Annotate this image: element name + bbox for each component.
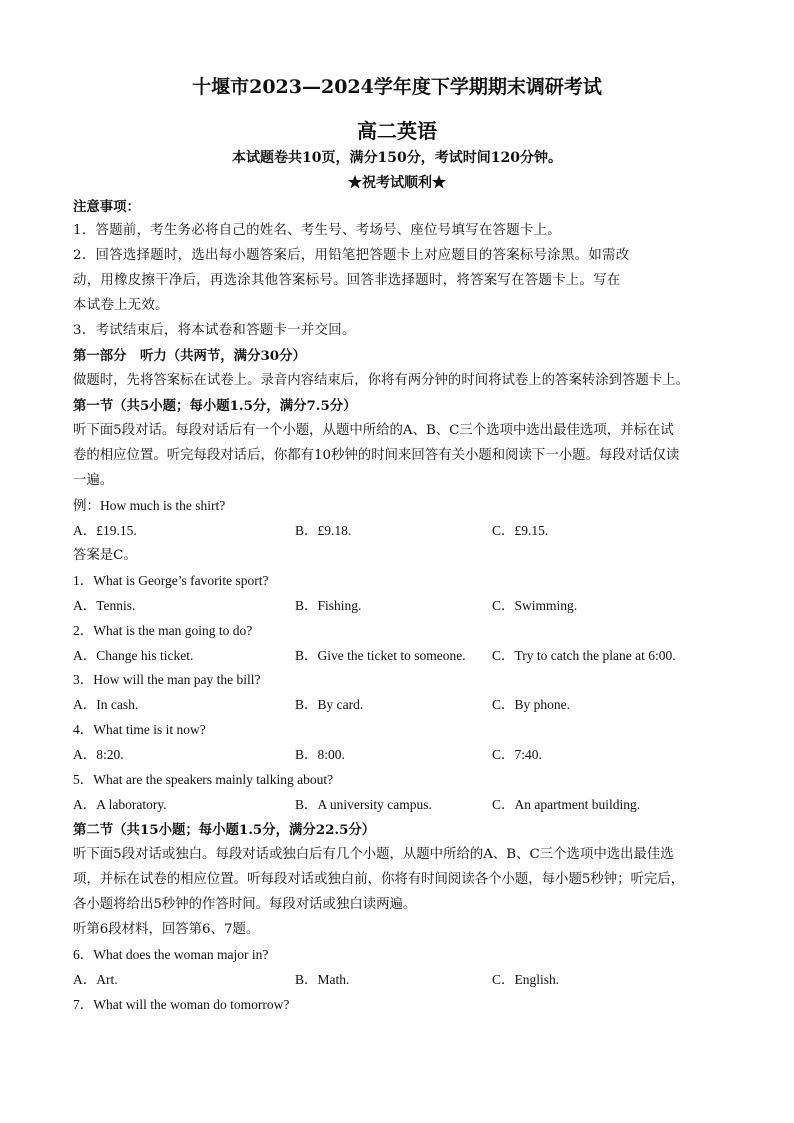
question-4: 4．What time is it now? [73,722,206,737]
section1-instruction-line-3: 一遍。 [73,473,114,488]
section2-instruction-line-2: 项，并标在试卷的相应位置。听每段对话或独白前，你将有时间阅读各个小题，每小题5秒钟；听完后， [73,872,685,887]
example-option-c: C．£9.15. [492,523,549,538]
q1-option-b: B．Fishing. [295,598,362,613]
example-option-a: A．£19.15. [73,523,137,538]
q3-option-c: C．By phone. [492,697,571,712]
exam-info: 本试题卷共10页，满分150分，考试时间120分钟。 [232,150,562,166]
q1-option-a: A．Tennis. [73,598,136,613]
section1-instruction-line-1: 听下面5段对话。每段对话后有一个小题，从题中所给的A、B、C三个选项中选出最佳选项，并标在试 [73,423,674,438]
good-luck-line: ★祝考试顺利★ [348,175,446,191]
subject-title: 高二英语 [357,119,437,143]
notice-heading: 注意事项： [73,199,140,215]
notice-item-2-line-2: 动，用橡皮擦干净后，再选涂其他答案标号。回答非选择题时，将答案写在答题卡上。写在 [73,273,621,288]
example-answer: 答案是C。 [73,548,137,563]
q2-option-a: A．Change his ticket. [73,648,194,663]
q6-option-b: B．Math. [295,972,350,987]
q5-option-a: A．A laboratory. [73,797,167,812]
q1-option-c: C．Swimming. [492,598,578,613]
question-7: 7．What will the woman do tomorrow? [73,997,290,1012]
example-question: 例：How much is the shirt? [73,498,226,513]
section2-heading: 第二节（共15小题；每小题1.5分，满分22.5分） [73,822,376,838]
q3-option-a: A．In cash. [73,697,139,712]
notice-item-1: 1．答题前，考生务必将自己的姓名、考生号、考场号、座位号填写在答题卡上。 [73,223,561,238]
q2-option-b: B．Give the ticket to someone. [295,648,466,663]
material-6-label: 听第6段材料，回答第6、7题。 [73,922,260,937]
notice-item-2-line-3: 本试卷上无效。 [73,298,169,313]
q6-option-c: C．English. [492,972,560,987]
q2-option-c: C．Try to catch the plane at 6:00. [492,648,676,663]
q5-option-b: B．A university campus. [295,797,432,812]
question-3: 3．How will the man pay the bill? [73,672,261,687]
part1-heading: 第一部分 听力（共两节，满分30分） [73,348,306,364]
notice-item-3: 3．考试结束后，将本试卷和答题卡一并交回。 [73,323,356,338]
section1-heading: 第一节（共5小题；每小题1.5分，满分7.5分） [73,398,357,414]
example-option-b: B．£9.18. [295,523,352,538]
exam-title: 十堰市2023—2024学年度下学期期末调研考试 [192,76,602,98]
part1-instruction: 做题时，先将答案标在试卷上。录音内容结束后，你将有两分钟的时间将试卷上的答案转涂到答题卡上。 [73,373,689,388]
question-2: 2．What is the man going to do? [73,623,253,638]
question-5: 5．What are the speakers mainly talking about? [73,772,334,787]
q5-option-c: C．An apartment building. [492,797,641,812]
q6-option-a: A．Art. [73,972,118,987]
q4-option-b: B．8:00. [295,747,345,762]
section1-instruction-line-2: 卷的相应位置。听完每段对话后，你都有10秒钟的时间来回答有关小题和阅读下一小题。每段对话仅读 [73,448,680,463]
question-6: 6．What does the woman major in? [73,947,269,962]
section2-instruction-line-3: 各小题将给出5秒钟的作答时间。每段对话或独白读两遍。 [73,897,417,912]
q4-option-a: A．8:20. [73,747,124,762]
q4-option-c: C．7:40. [492,747,542,762]
notice-item-2-line-1: 2．回答选择题时，选出每小题答案后，用铅笔把答题卡上对应题目的答案标号涂黑。如需改 [73,248,630,263]
section2-instruction-line-1: 听下面5段对话或独白。每段对话或独白后有几个小题，从题中所给的A、B、C三个选项中选出最佳选 [73,847,674,862]
question-1: 1．What is George’s favorite sport? [73,573,269,588]
q3-option-b: B．By card. [295,697,364,712]
